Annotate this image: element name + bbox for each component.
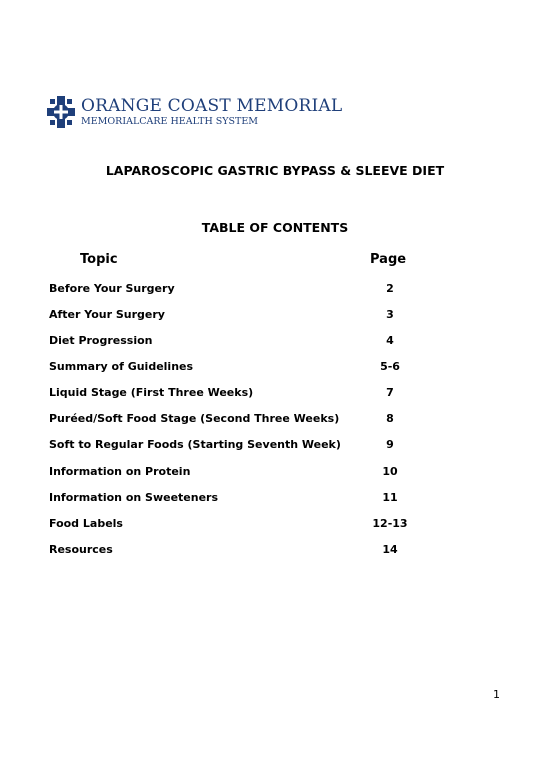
logo [47,96,343,130]
page-number: 1 [493,688,500,701]
toc-column-topic: Topic [80,252,118,267]
toc-row [0,491,550,507]
toc-page: 3 [386,308,394,321]
toc-topic: Food Labels [49,517,123,530]
toc-page: 7 [386,386,394,399]
document-title: LAPAROSCOPIC GASTRIC BYPASS & SLEEVE DIET [105,163,445,178]
logo-name: ORANGE COAST MEMORIAL [81,96,343,116]
toc-row [0,438,550,454]
toc-heading: TABLE OF CONTENTS [201,220,349,235]
toc-row [0,308,550,324]
toc-page: 2 [386,282,394,295]
cross-emblem-icon [47,96,75,128]
toc-row [0,517,550,533]
toc-column-page: Page [370,252,407,267]
toc-page: 11 [382,491,398,504]
toc-page: 4 [386,334,394,347]
toc-page: 5-6 [380,360,400,373]
logo-tagline: MEMORIALCARE HEALTH SYSTEM [81,116,259,127]
toc-row [0,334,550,350]
toc-page: 8 [386,412,394,425]
toc-row [0,465,550,481]
toc-topic: Liquid Stage (First Three Weeks) [49,386,254,399]
toc-page: 12-13 [372,517,408,530]
toc-topic: Diet Progression [49,334,153,347]
toc-row [0,412,550,428]
toc-page: 10 [382,465,398,478]
toc-row [0,386,550,402]
toc-topic: Information on Sweeteners [49,491,219,504]
toc-row [0,543,550,559]
toc-page: 14 [382,543,398,556]
toc-topic: Information on Protein [49,465,191,478]
toc-row [0,282,550,298]
toc-topic: Summary of Guidelines [49,360,194,373]
toc-topic: Resources [49,543,113,556]
toc-topic: After Your Surgery [49,308,165,321]
toc-topic: Before Your Surgery [49,282,175,295]
toc-row [0,360,550,376]
toc-topic: Puréed/Soft Food Stage (Second Three Weeks) [49,412,340,425]
toc-topic: Soft to Regular Foods (Starting Seventh Week) [49,438,341,451]
toc-page: 9 [386,438,394,451]
